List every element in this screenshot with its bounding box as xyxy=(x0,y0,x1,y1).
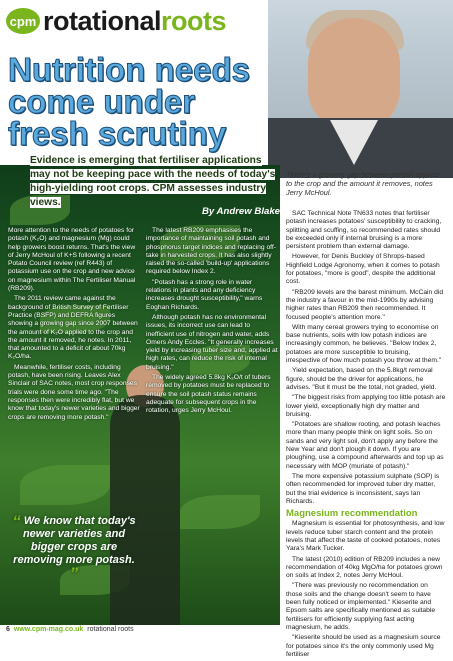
paragraph: The latest RB209 emphasises the importance of maintaining soil potash and phosphorus target indices and replacing off-take in harvested crops. It has also slightly raised the so-called 'build-up' applications required below Index 2. xyxy=(146,227,276,276)
body-column-3 xyxy=(286,210,446,661)
paragraph: Yield expectation, based on the 5.8kg/t removal figure, should be the driver for applications, he advises. "But it must be the total, not graded, yield. xyxy=(286,367,437,391)
paragraph: "RB209 levels are the barest minimum. McCain did the industry a favour in the mid-1990s by advising higher rates than RB209 then recommended. It focused people's attention more." xyxy=(286,288,444,321)
paragraph: With many cereal growers trying to economise on base nutrients, soils with low potash indices are increasingly common, he believes. "Below Index 2, potatoes are more susceptible to bruising, irrespective of how much potash you throw at them." xyxy=(286,323,442,365)
pull-quote-text: We know that today's newer varieties and bigger crops are removing more potash. xyxy=(13,515,136,566)
headline: Nutrition needs come under fresh scrutiny xyxy=(8,51,251,152)
paragraph: Although potash has no environmental issues, its incorrect use can lead to inefficient use of nitrogen and water, adds Omers Andy Eccles. "It generally increases yield by increasing tuber size and, applied at high rates, can reduce the risk of internal bruising." xyxy=(146,313,278,371)
paragraph: However, for Denis Buckley of Shrops-based Highfield Lodge Agronomy, when it comes to potash for potatoes, "more is good", despite the additional cost. xyxy=(286,253,440,286)
page-footer xyxy=(6,626,306,633)
portrait-photo xyxy=(268,0,453,165)
section-brand xyxy=(43,5,227,36)
paragraph: The 2011 review came against the background of British Survey of Fertiliser Practice (BSFP) and DEFRA figures showing a growing gap since 2007 between the amount of K₂O applied to the crop and the amount it removed, he notes. In 2011, that amounted to a deficit of about 70kg K₂O/ha. xyxy=(8,295,138,361)
open-quote-icon: “ xyxy=(12,512,21,531)
brand-part2: roots xyxy=(161,5,227,36)
cpm-logo: cpm xyxy=(6,8,40,34)
paragraph: Magnesium is essential for photosynthesis, and low levels reduce tuber starch content and the protein levels that affect the taste of cooked potatoes, notes Yara's Mark Tucker. xyxy=(286,520,445,553)
body-column-2 xyxy=(146,227,278,418)
paragraph: SAC Technical Note TN633 notes that fertiliser potash increases potatoes' susceptibility to cracking, splitting and scuffing, so recommended rates should be exceeded only if internal bruising is a more persistent problem than external damage. xyxy=(286,210,442,251)
footer-section: rotational roots xyxy=(87,626,134,633)
website-link[interactable]: www.cpm-mag.co.uk xyxy=(13,626,84,633)
standfirst-text: Evidence is emerging that fertiliser applications may not be keeping pace with the needs of today's high-yielding root crops. CPM assesses industry views. xyxy=(30,155,276,208)
paragraph: "Kieserite should be used as a magnesium source for potatoes since it's the only commonly used Mg fertiliser xyxy=(286,634,441,658)
close-quote-icon: ” xyxy=(69,564,79,583)
brand-part1: rotational xyxy=(43,5,162,36)
paragraph: "There was previously no recommendation on those soils and the change doesn't seem to have been fully noticed or implemented." Kieserite and Epsom salts are specifically mentioned as suitable fertilisers for efficiently supplying fast acting magnesium, he adds. xyxy=(286,582,436,631)
paragraph: "Potash has a strong role in water relations in plants and any deficiency increases drought susceptibility," warns Eoghan Richards. xyxy=(146,278,263,311)
pull-quote xyxy=(12,512,136,583)
masthead xyxy=(6,2,306,40)
paragraph: The more expensive potassium sulphate (SOP) is often recommended for improved tuber dry matter, but the trial evidence is inconsistent, says Ian Richards. xyxy=(286,472,440,505)
byline: By Andrew Blake xyxy=(201,206,280,217)
paragraph: Meanwhile, fertiliser costs, including potash, have been rising. Leaves Alex Sinclair of SAC notes, most crop responses trials were done some time ago. "The responses then were incredibly flat, but we know that today's newer varieties and bigger crops are removing more potash." xyxy=(8,363,140,421)
paragraph: The widely agreed 5.8kg K₂O/t of tubers removed by potatoes must be replaced to ensure the soil potash status remains adequate for subsequent crops in the rotation, urges Jerry McHoul. xyxy=(146,374,271,415)
photo-caption: There's a growing gap between potash applied to the crop and the amount it removes, notes Jerry McHoul. xyxy=(286,170,440,197)
page-number: 6 xyxy=(6,626,10,633)
paragraph: "The biggest risks from applying too little potash are lower yield, exceptionally high dry matter and bruising. xyxy=(286,394,446,418)
paragraph: The latest (2010) edition of RB209 includes a new recommendation of 40kg MgO/ha for potatoes grown on soils at Index 2, notes Jerry McHoul. xyxy=(286,555,443,580)
standfirst xyxy=(30,150,282,210)
body-column-1 xyxy=(8,227,140,424)
paragraph: "Potatoes are shallow rooting, and potash leaches more than many people think on light soils. So on sands and very light soil, don't apply any before the New Year and don't plough it down. If you are ploughing, use a compound afterwards and top up as necessary with MOP (muriate of potash)." xyxy=(286,421,444,470)
subheading: Magnesium recommendation xyxy=(286,508,418,520)
paragraph: More attention to the needs of potatoes for potash (K₂O) and magnesium (Mg) could help growers boost returns. That's the view of Jerry McHoul of K+S following a recent Potato Council review (ref R443) of potassium use on the crop and new advice on magnesium within The Fertiliser Manual (RB209). xyxy=(8,227,136,293)
